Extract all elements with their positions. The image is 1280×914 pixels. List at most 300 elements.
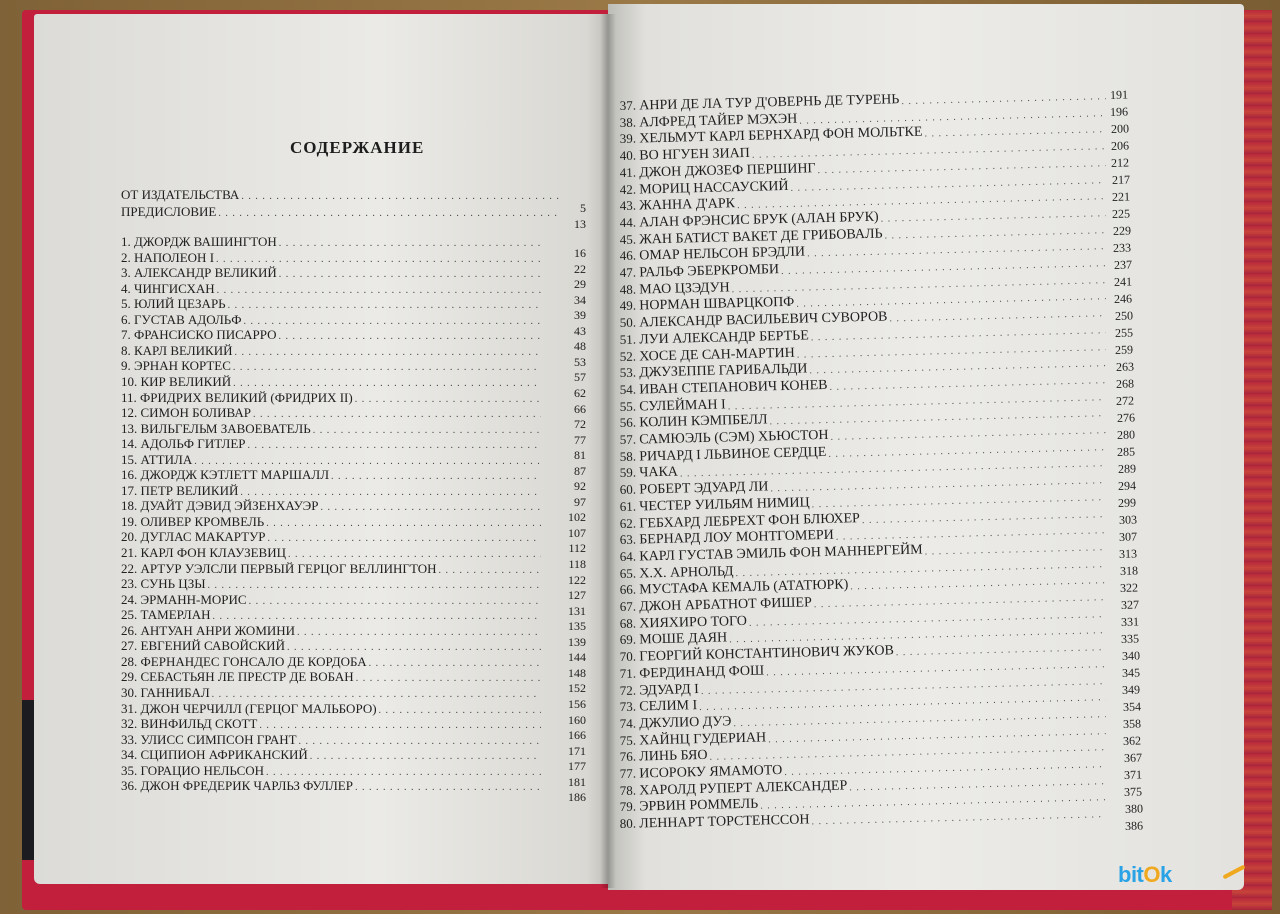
toc-entry-number: 9. [121,358,131,374]
toc-page-number: 16 [574,246,586,260]
toc-entry-title [121,250,216,266]
toc-page-number: 303 [1118,512,1138,527]
toc-entry-number: 25. [121,607,138,623]
toc-entry [121,250,541,266]
toc-page-number: 322 [1119,580,1139,595]
toc-entry-title [121,405,253,421]
toc-dot-leader [233,362,541,374]
toc-entry-number: 44. [619,214,637,230]
toc-entry [121,654,541,670]
toc-entry-number: 74. [619,715,637,731]
toc-entry-name: АЛАН ФРЭНСИС БРУК (АЛАН БРУК) [639,209,879,231]
toc-entry-name: САМЮЭЛЬ (СЭМ) ХЬЮСТОН [639,427,829,448]
toc-entry-number: 38. [619,114,637,130]
toc-entry-number: 78. [619,782,637,798]
toc-page-number: 181 [568,774,586,789]
toc-dot-leader [212,689,541,701]
toc-page-number: 299 [1117,495,1137,510]
toc-entry [121,327,541,343]
toc-entry [121,638,541,654]
toc-entry-name: АНРИ ДЕ ЛА ТУР Д'ОВЕРНЬ ДЕ ТУРЕНЬ [639,92,900,114]
toc-page-number: 335 [1120,631,1140,646]
watermark-text: bit [1118,862,1144,887]
toc-entry-title [121,421,313,437]
toc-entry-number: 26. [121,622,138,638]
toc-entry [121,467,541,483]
toc-entry-name: ЛЕННАРТ ТОРСТЕНССОН [639,812,810,832]
toc-entry-name: ЭРВИН РОММЕЛЬ [639,797,759,815]
toc-page-number: 349 [1121,682,1141,697]
toc-entry-title [620,662,767,683]
toc-entry-title [121,545,288,561]
toc-entry-number: 30. [121,684,138,700]
toc-entry-title [121,685,212,701]
toc-page-number: 307 [1118,529,1138,544]
toc-entry-name: ВО НГУЕН ЗИАП [639,145,751,164]
toc-entry-title [121,623,297,639]
toc-entry-title [121,234,279,250]
toc-entry-number: 15. [121,451,138,467]
book-gutter [600,14,616,888]
toc-entry-number: 11. [121,389,137,405]
toc-entry-title [121,529,268,545]
toc-entry-title [121,514,266,530]
toc-dot-leader [369,658,541,670]
toc-entry-title [121,436,247,452]
toc-entry-number: 24. [121,591,138,607]
toc-entry-name: СУНЬ ЦЗЫ [140,576,206,592]
toc-page-number: 246 [1113,291,1133,306]
toc-entry-name: АРТУР УЭЛСЛИ ПЕРВЫЙ ГЕРЦОГ ВЕЛЛИНГТОН [140,560,437,576]
toc-entry-number: 45. [619,231,637,247]
toc-entry-name: ГОРАЦИО НЕЛЬСОН [140,762,265,778]
toc-entry-title [121,296,228,312]
toc-entry-name: ФРАНСИСКО ПИСАРРО [134,327,277,343]
toc-entry-number: 57. [619,431,637,448]
toc-entry [121,390,541,406]
toc-page-number: 386 [1124,818,1144,833]
toc-page-number: 280 [1116,427,1136,442]
toc-dot-leader [241,191,561,203]
toc-entry-name: СУЛЕЙМАН I [639,397,726,415]
toc-entry-number: 17. [121,482,138,498]
toc-dot-leader [287,642,541,654]
toc-page-number: 221 [1111,189,1131,204]
toc-entry-name: МУСТАФА КЕМАЛЬ (АТАТЮРК) [639,577,849,598]
toc-entry [121,421,541,437]
toc-entry-number: 21. [121,545,138,560]
toc-entry-name: ЧЕСТЕР УИЛЬЯМ НИМИЦ [639,495,810,515]
toc-entry-name: ЛИНЬ БЯО [639,748,708,765]
toc-page-number: 39 [574,308,586,323]
toc-entry-number: 70. [619,648,637,665]
toc-entry-name: МОШЕ ДАЯН [639,630,728,648]
toc-entry [121,669,541,685]
toc-page-number: 112 [568,541,586,556]
watermark-logo [1118,862,1172,888]
toc-entry-name: ХИЯХИРО ТОГО [639,613,748,632]
toc-entry-number: 7. [121,327,131,343]
toc-entry-name: ЮЛИЙ ЦЕЗАРЬ [134,296,226,312]
toc-page-number: 144 [568,650,586,665]
toc-entry-number: 54. [619,381,637,397]
toc-dot-leader [217,285,541,297]
toc-dot-leader [266,767,541,779]
toc-entry-number: 47. [619,264,637,281]
toc-entry-name: ХЕЛЬМУТ КАРЛ БЕРНХАРД ФОН МОЛЬТКЕ [639,124,923,147]
toc-entry [121,187,561,203]
toc-page-number: 122 [568,572,586,587]
toc-entry-name: ТАМЕРЛАН [140,607,211,623]
toc-page-number: 152 [568,681,586,696]
toc-entry-name: ФЕРНАНДЕС ГОНСАЛО ДЕ КОРДОБА [140,653,367,669]
toc-entry-number: 39. [619,130,637,147]
toc-entry-name: Х.Х. АРНОЛЬД [639,563,734,582]
toc-entry-name: ЧАКА [639,464,679,481]
toc-entry-number: 58. [619,448,637,464]
toc-page-number: 276 [1116,410,1136,425]
toc-dot-leader [297,627,541,639]
toc-page-number: 250 [1114,308,1134,323]
toc-entry-number: 35. [121,762,138,778]
toc-page-number: 135 [568,619,586,634]
toc-entry-number: 62. [619,515,637,531]
toc-entry-number: 20. [121,529,138,545]
toc-entry-name: ДЖОРДЖ ВАШИНГТОН [134,234,277,249]
toc-entry-title [121,374,233,390]
toc-page-number: 259 [1114,342,1134,357]
toc-entry [121,514,541,530]
toc-entry-name: КОЛИН КЭМПБЕЛЛ [639,412,768,431]
toc-dot-leader [310,751,541,763]
toc-entry-name: АЛЕКСАНДР ВАСИЛЬЕВИЧ СУВОРОВ [639,309,888,331]
toc-entry-name: ФРИДРИХ ВЕЛИКИЙ (ФРИДРИХ II) [140,389,353,405]
toc-entry-number: 68. [619,615,637,631]
toc-page-number: 92 [574,479,586,494]
toc-entry-name: ЖАННА Д'АРК [639,196,736,214]
toc-entry [121,483,541,499]
toc-entry [121,281,541,297]
toc-page-number: 237 [1113,257,1133,272]
toc-entry-number: 6. [121,311,131,327]
toc-entry [121,498,541,514]
toc-entry-name: ГУСТАВ АДОЛЬФ [134,311,242,327]
toc-page-number: 81 [574,448,586,463]
toc-entry [121,374,541,390]
toc-entry-title [121,467,331,483]
toc-entry-name: АДОЛЬФ ГИТЛЕР [140,436,246,452]
toc-entry-name: РАЛЬФ ЭБЕРКРОМБИ [639,262,780,281]
toc-entry-name: ЖАН БАТИСТ ВАКЕТ ДЕ ГРИБОВАЛЬ [639,226,883,248]
toc-entry-number: 50. [619,314,637,331]
toc-entry-title [121,778,355,794]
toc-entry-name: СЕБАСТЬЯН ЛЕ ПРЕСТР ДЕ ВОБАН [140,669,354,685]
toc-entry-number: 5. [121,296,131,312]
toc-entry-title [121,483,240,499]
watermark-ring: O [1143,862,1161,887]
toc-entry-number: 34. [121,747,138,763]
toc-dot-leader [288,549,541,561]
toc-page-number: 200 [1110,121,1130,136]
toc-page-number: 289 [1117,461,1137,476]
toc-entry [121,545,541,561]
toc-dot-leader [356,673,541,685]
toc-entry-number: 28. [121,653,138,669]
toc-page-number: 127 [568,588,586,603]
toc-entry-name: ОМАР НЕЛЬСОН БРЭДЛИ [639,244,806,264]
toc-dot-leader [279,238,541,250]
toc-entry-name: ЭРНАН КОРТЕС [134,358,231,374]
toc-entry-name: СИМОН БОЛИВАР [140,405,251,421]
toc-page-number: 43 [574,323,586,338]
toc-entry-name: ЭДУАРД I [639,681,700,699]
toc-entry-name: ХАЙНЦ ГУДЕРИАН [639,730,767,749]
toc-entry-number: 18. [121,498,138,514]
toc-dot-leader [355,394,541,406]
toc-entry [121,747,541,763]
toc-dot-leader [331,471,541,483]
toc-entry-number: 16. [121,467,138,483]
toc-page-number: 53 [574,354,586,369]
toc-entry [121,265,541,281]
toc-entry [121,436,541,452]
toc-entry [121,732,541,748]
toc-entry-name: ГЕОРГИЙ КОНСТАНТИНОВИЧ ЖУКОВ [639,643,895,665]
toc-entry-number: 23. [121,576,138,592]
toc-dot-leader [279,269,541,281]
toc-page-number: 102 [568,510,586,525]
toc-title: СОДЕРЖАНИЕ [290,138,425,157]
toc-entry-name: МАО ЦЗЭДУН [639,280,730,298]
toc-page-number: 371 [1123,767,1143,782]
toc-page-number: 217 [1111,172,1131,187]
toc-entry-title [121,327,279,343]
toc-entry-title [121,638,287,654]
toc-entry [121,405,541,421]
toc-dot-leader [253,409,541,421]
toc-entry-number: 63. [619,531,637,548]
toc-entry-title [121,592,249,608]
toc-dot-leader [233,378,541,390]
toc-entry [121,204,561,220]
toc-entry-number: 42. [619,181,637,197]
toc-entry-title [121,607,213,623]
toc-page-number: 160 [568,712,586,727]
toc-entry-number: 61. [619,498,637,514]
toc-entry-name: ЭРМАНН-МОРИС [140,591,247,607]
toc-entry-number: 2. [121,249,131,265]
toc-entry-name: КАРЛ ФОН КЛАУЗЕВИЦ [140,545,287,560]
toc-page-number: 268 [1115,376,1135,391]
toc-page-number: 87 [574,463,586,478]
toc-page-number: 13 [574,217,586,231]
toc-entry-number: 1. [121,234,131,249]
toc-dot-leader [234,347,541,359]
toc-entry-number: 46. [619,247,637,264]
toc-entry [121,358,541,374]
toc-entry-name: АТТИЛА [140,451,193,467]
toc-entry [121,452,541,468]
toc-page-number: 212 [1110,155,1130,170]
toc-entry-number: 33. [121,731,138,747]
toc-page-number: 156 [568,696,586,711]
toc-page-number: 34 [574,292,586,307]
toc-entry-number: 14. [121,436,138,452]
toc-entry-number: 22. [121,560,138,576]
toc-entry-name: ХОСЕ ДЕ САН-МАРТИН [639,345,795,365]
toc-entry-name: ЕВГЕНИЙ САВОЙСКИЙ [140,638,285,654]
toc-entry-title [121,343,234,359]
toc-page-number: 380 [1124,801,1144,816]
toc-entry-title [121,498,320,514]
toc-entry-name: ЧИНГИСХАН [134,280,215,296]
toc-entry [121,778,541,794]
toc-page-number: 362 [1122,733,1142,748]
toc-page-number: 186 [568,790,586,805]
toc-entry-name: АНТУАН АНРИ ЖОМИНИ [140,622,296,638]
toc-page-number: 263 [1115,359,1135,374]
toc-entry-number: 12. [121,405,138,421]
toc-entry-number: 55. [619,398,637,414]
toc-entry-number: 60. [619,481,637,498]
toc-entry-name: АЛЕКСАНДР ВЕЛИКИЙ [134,265,277,281]
toc-entry-name: БЕРНАРД ЛОУ МОНТГОМЕРИ [639,527,835,548]
toc-page-number: 285 [1116,444,1136,459]
toc-entry-number: 80. [619,815,637,832]
toc-entry-name: КАРЛ ГУСТАВ ЭМИЛЬ ФОН МАННЕРГЕЙМ [639,542,923,565]
toc-entry [121,529,541,545]
toc-dot-leader [208,580,541,592]
toc-page-number: 29 [574,277,586,292]
toc-entry-title [121,576,208,592]
toc-page-number: 255 [1114,325,1134,340]
toc-entry-number: 48. [619,281,637,297]
toc-entry-name: ИСОРОКУ ЯМАМОТО [639,763,783,782]
toc-dot-leader [279,331,541,343]
toc-entry-number: 52. [619,348,637,364]
toc-page-number: 272 [1115,393,1135,408]
toc-entry-title [121,701,379,717]
toc-entry-name: АЛФРЕД ТАЙЕР МЭХЭН [639,111,798,131]
toc-page-number: 229 [1112,223,1132,238]
toc-entry-title [121,747,310,763]
toc-entry-name: ДЖОН ДЖОЗЕФ ПЕРШИНГ [639,161,816,181]
toc-entry-title [121,452,194,468]
toc-page-number: 139 [568,634,586,649]
toc-page-number: 177 [568,759,586,774]
toc-dot-leader [218,208,561,220]
toc-entry-name: ПЕТР ВЕЛИКИЙ [140,482,239,498]
toc-entry [121,312,541,328]
toc-dot-leader [259,720,541,732]
toc-entry-name: ГЕБХАРД ЛЕБРЕХТ ФОН БЛЮХЕР [639,510,861,532]
toc-dot-leader [268,533,541,545]
toc-entry [121,296,541,312]
toc-page-number: 327 [1120,597,1140,612]
toc-page-number: 331 [1120,614,1140,629]
toc-entry-name: ВИЛЬГЕЛЬМ ЗАВОЕВАТЕЛЬ [140,420,311,436]
toc-entry-title [121,265,279,281]
toc-entry [121,763,541,779]
toc-page-number: 5 [580,201,586,215]
toc-page-number: 62 [574,385,586,400]
toc-entry-name: ГАННИБАЛ [140,684,210,700]
toc-entry [121,234,541,250]
toc-dot-leader [313,425,541,437]
toc-entry-name: ДЖОН ФРЕДЕРИК ЧАРЛЬЗ ФУЛЛЕР [140,778,353,794]
toc-page-number: 318 [1119,563,1139,578]
toc-entry-number: 27. [121,638,138,654]
toc-entry-number: 73. [619,698,637,715]
toc-entry-title: ОТ ИЗДАТЕЛЬСТВА [121,187,240,202]
toc-entry-name: РОБЕРТ ЭДУАРД ЛИ [639,479,769,498]
toc-dot-leader [439,565,542,577]
toc-page-number: 148 [568,665,586,680]
toc-entry-name: ХАРОЛД РУПЕРТ АЛЕКСАНДЕР [639,778,848,799]
toc-entry-number: 41. [619,164,637,180]
toc-entry-name: СЦИПИОН АФРИКАНСКИЙ [140,747,308,763]
toc-entry-name: НОРМАН ШВАРЦКОПФ [639,295,795,314]
toc-entry-title: ПРЕДИСЛОВИЕ [121,203,217,219]
toc-page-number: 97 [574,494,586,509]
toc-entry-number: 75. [619,732,637,748]
toc-dot-leader [299,736,541,748]
toc-page-number: 241 [1113,274,1133,289]
toc-entry-number: 43. [619,197,637,214]
toc-entry-number: 71. [619,665,637,681]
toc-page-number: 22 [574,261,586,276]
toc-page-number: 225 [1111,206,1131,221]
toc-entry-number: 29. [121,669,138,685]
toc-entry-title [121,654,369,670]
toc-entry-title [121,763,266,779]
toc-entry-name: ДУГЛАС МАКАРТУР [140,529,266,545]
toc-page-number: 191 [1109,87,1129,102]
toc-entry-number: 40. [619,147,637,164]
toc-page-number: 358 [1122,716,1142,731]
toc-page-number: 294 [1117,478,1137,493]
toc-entry-name: КАРЛ ВЕЛИКИЙ [134,342,233,358]
toc-entry-title [121,312,244,328]
toc-entry-number: 76. [619,748,637,765]
toc-page-number: 118 [568,557,586,571]
toc-entry-name: ДЖОРДЖ КЭТЛЕТТ МАРШАЛЛ [140,467,330,483]
toc-page-number: 340 [1121,648,1141,663]
toc-entry-name: РИЧАРД I ЛЬВИНОЕ СЕРДЦЕ [639,444,827,465]
toc-entry-number: 36. [121,778,138,794]
toc-entry-name: УЛИСС СИМПСОН ГРАНТ [140,731,297,747]
toc-entry-number: 3. [121,265,131,281]
toc-dot-leader [194,456,541,468]
toc-entry-name: СЕЛИМ I [639,698,698,715]
toc-entry-number: 67. [619,598,637,615]
toc-entry-name: ДЖУЗЕППЕ ГАРИБАЛЬДИ [639,361,808,381]
toc-page-number: 166 [568,728,586,743]
toc-page-number: 233 [1112,240,1132,255]
toc-entry-number: 19. [121,513,138,529]
toc-entry-title [121,390,355,406]
toc-page-number: 66 [574,401,586,416]
toc-entry-number: 4. [121,280,131,296]
toc-page-number: 131 [568,603,586,618]
toc-entry-number: 8. [121,342,131,358]
toc-page-number: 367 [1123,750,1143,765]
toc-entry-number: 69. [619,631,637,648]
toc-entry-name: ДЖОН ЧЕРЧИЛЛ (ГЕРЦОГ МАЛЬБОРО) [140,700,377,716]
toc-entry-number: 32. [121,716,138,732]
toc-page-number: 313 [1118,546,1138,561]
toc-dot-leader [379,705,541,717]
